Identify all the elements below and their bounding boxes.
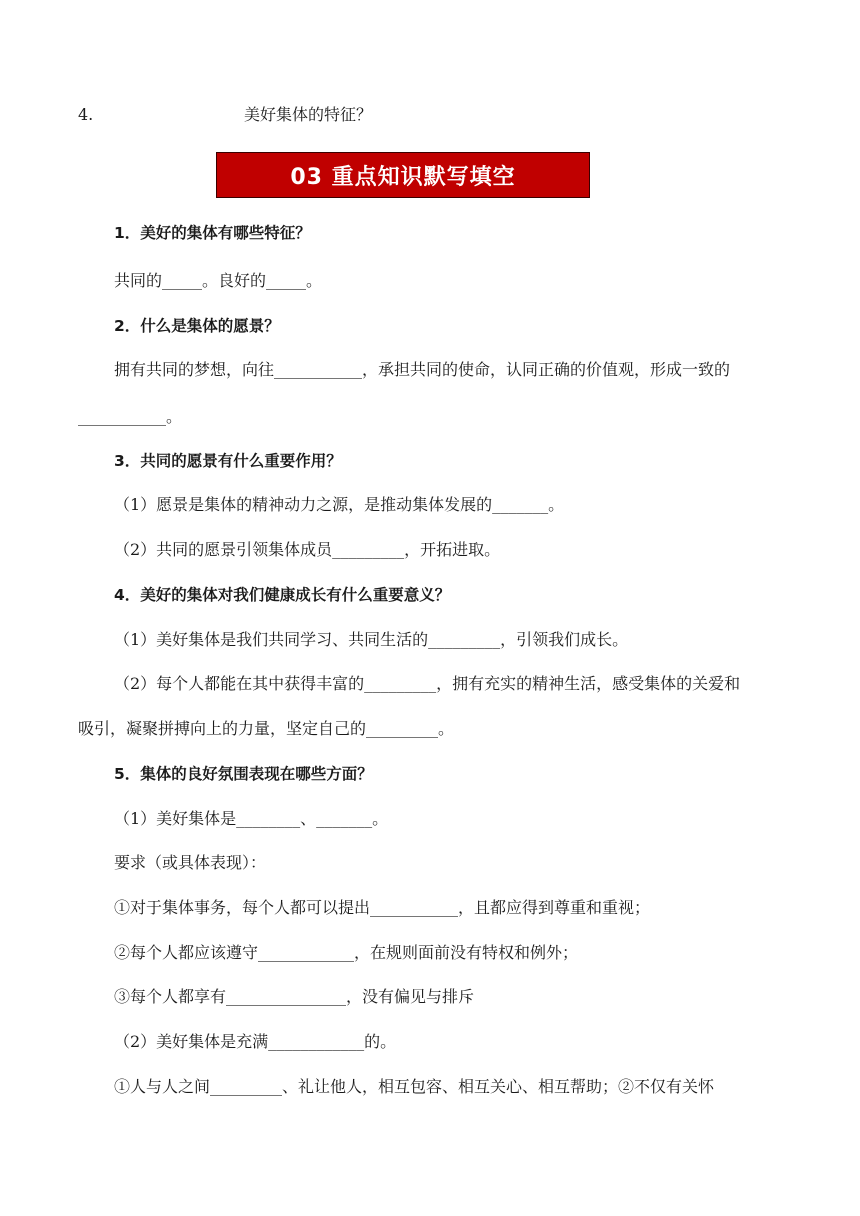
question-1: 1．美好的集体有哪些特征？: [114, 224, 311, 242]
top-item-number: 4.: [78, 105, 94, 124]
question-4: 4．美好的集体对我们健康成长有什么重要意义？: [114, 586, 451, 604]
question-5: 5．集体的良好氛围表现在哪些方面？: [114, 765, 373, 783]
requirement-3: ③每个人都享有_______________，没有偏见与排斥: [114, 987, 475, 1006]
answer-2-line-1: 拥有共同的梦想，向往___________，承担共同的使命，认同正确的价值观，形成一致的: [114, 360, 731, 379]
requirements-label: 要求（或具体表现）：: [114, 853, 267, 872]
question-2: 2．什么是集体的愿景？: [114, 317, 280, 335]
section-banner-title: 03 重点知识默写填空: [290, 164, 516, 190]
answer-5-item-2: （2）美好集体是充满____________的。: [114, 1032, 397, 1051]
answer-2-line-2: ___________。: [78, 407, 183, 426]
section-banner: [216, 152, 590, 198]
answer-3-item-1: （1）愿景是集体的精神动力之源，是推动集体发展的_______。: [114, 495, 565, 514]
requirement-2: ②每个人都应该遵守____________，在规则面前没有特权和例外；: [114, 943, 579, 962]
answer-5-item-1: （1）美好集体是________、_______。: [114, 809, 389, 828]
answer-3-item-2: （2）共同的愿景引领集体成员_________，开拓进取。: [114, 540, 501, 559]
answer-4-item-2-line-2: 吸引，凝聚拼搏向上的力量，坚定自己的_________。: [78, 719, 455, 738]
answer-4-item-2-line-1: （2）每个人都能在其中获得丰富的_________，拥有充实的精神生活，感受集体的关爱和: [114, 674, 741, 693]
answer-1: 共同的_____。良好的_____。: [114, 271, 323, 290]
answer-4-item-1: （1）美好集体是我们共同学习、共同生活的_________，引领我们成长。: [114, 630, 629, 649]
question-3: 3．共同的愿景有什么重要作用？: [114, 452, 342, 470]
answer-5-item-2-detail: ①人与人之间_________、礼让他人，相互包容、相互关心、相互帮助；②不仅有关怀: [114, 1077, 715, 1096]
top-item-text: 美好集体的特征？: [244, 105, 373, 124]
requirement-1: ①对于集体事务，每个人都可以提出___________，且都应得到尊重和重视；: [114, 898, 651, 917]
